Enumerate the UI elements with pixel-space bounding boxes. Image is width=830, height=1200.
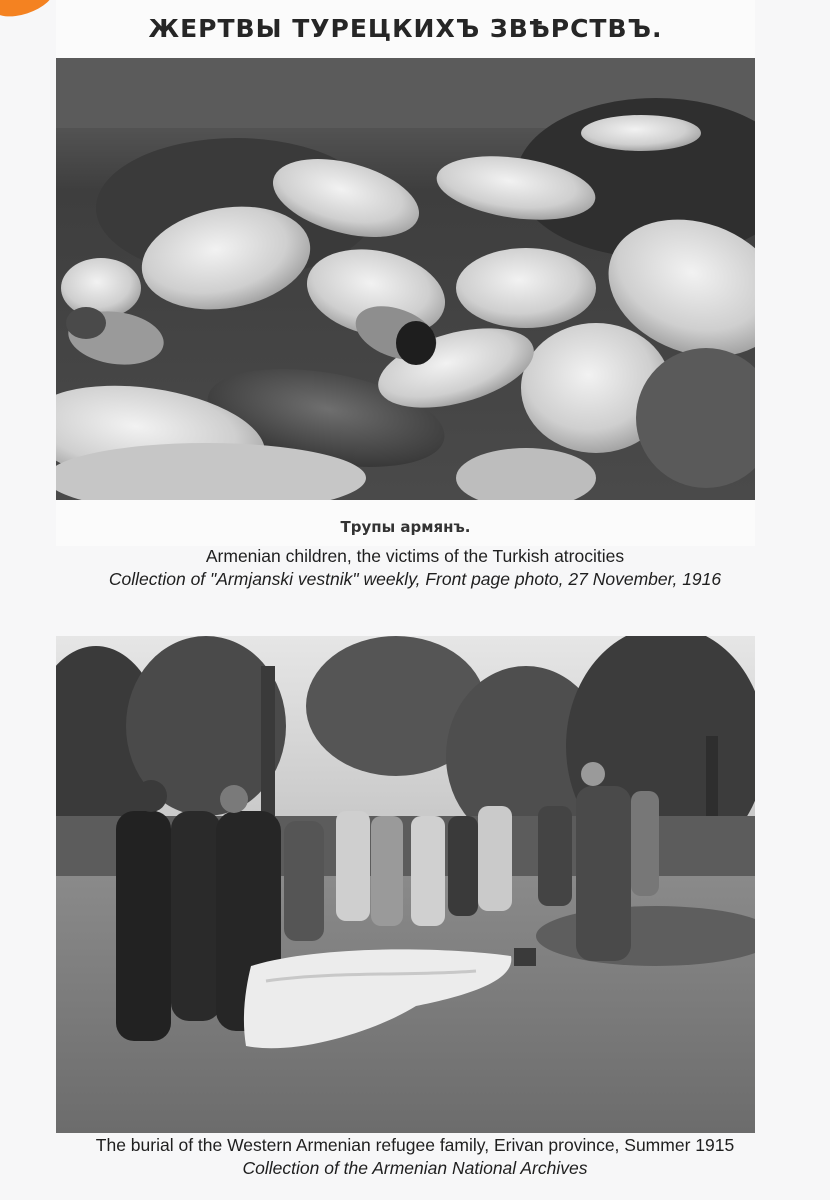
figure-2-source: Collection of the Armenian National Archives [242, 1158, 588, 1178]
photo-subcaption: Трупы армянъ. [340, 518, 471, 536]
figure-1-caption: Armenian children, the victims of the Turkish atrocities [205, 546, 625, 566]
figure-2-caption: The burial of the Western Armenian refugee family, Erivan province, Summer 1915 [95, 1135, 735, 1155]
historical-photo-2 [56, 636, 755, 1133]
figure-1-source: Collection of "Armjanski vestnik" weekly, Front page photo, 27 November, 1916 [108, 569, 722, 589]
historical-photo-1 [56, 58, 755, 500]
newspaper-clipping [56, 0, 755, 546]
newspaper-headline: ЖЕРТВЫ ТУРЕЦКИХЪ ЗВѢРСТВЪ. [148, 13, 663, 43]
orange-highlight-mark [0, 0, 57, 23]
